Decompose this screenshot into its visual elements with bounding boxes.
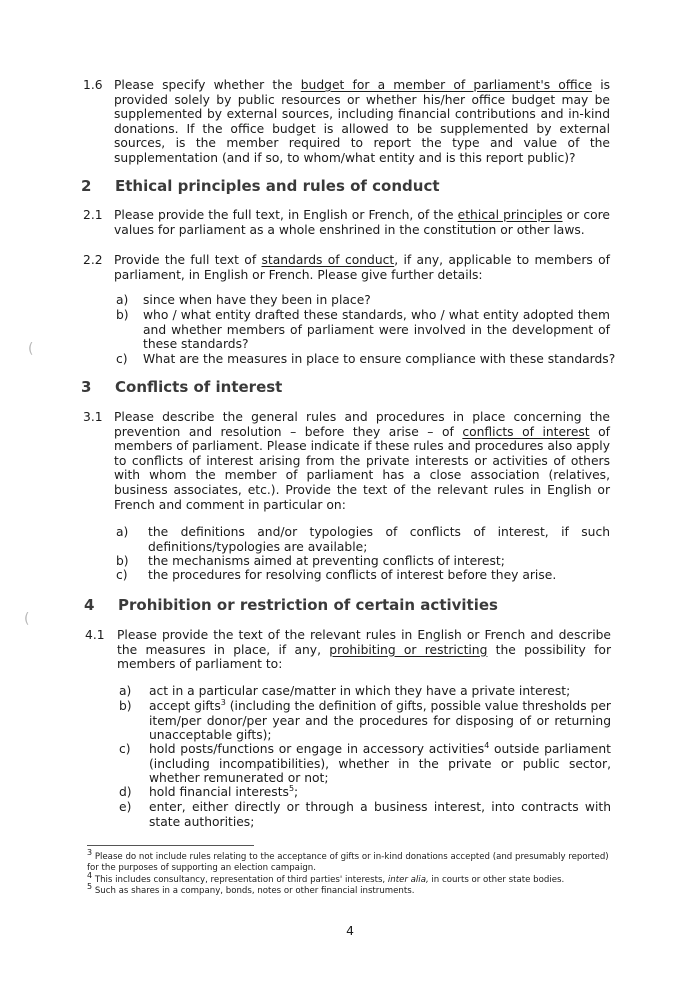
question-1-6-text: Please specify whether the budget for a member of parliament's office is provided solely by public resources or whether his/her office budget may be supplemented by external sources, including financial contributions and in-kind donations. If the office budget is allowed to be supplemented by external sources, is the member required to report the type and value of the supplementation (and if so, to whom/what entity and is this report public)? bbox=[114, 78, 611, 165]
question-number-2-2: 2.2 bbox=[83, 253, 103, 267]
question-2-1-text: Please provide the full text, in English or French, of the ethical principles or core values for parliament as a whole enshrined in the constitution or other laws. bbox=[114, 208, 610, 237]
question-number-4-1: 4.1 bbox=[85, 628, 105, 642]
question-3-1-text: Please describe the general rules and procedures in place concerning the prevention and resolution – before they arise – of conflicts of interest of members of parliament. Please indicate if these rules and procedures also apply to conflicts of interest arising from the private interests or activities of others with whom the member of parliament has a close association (relatives, business associates, etc.). Provide the text of the relevant rules in English or French and comment in particular on: bbox=[114, 410, 611, 512]
footnote-5: $^5$ Such as shares in a company, bonds, notes or other financial instruments. bbox=[87, 882, 415, 896]
budget-link: budget for a member of parliament's office bbox=[300, 78, 593, 92]
question-number-3-1: 3.1 bbox=[83, 410, 103, 424]
footnote-3: $^3$ Please do not include rules relating to the acceptance of gifts or in-kind donations accepted (and presumably reported) for the purposes of supporting an election campaign. bbox=[87, 848, 609, 873]
scan-mark: ( bbox=[24, 611, 30, 627]
page-number: 4 bbox=[346, 924, 354, 938]
question-4-1-text: Please provide the text of the relevant rules in English or French and describe the measures in place, if any, prohibiting or restricting the possibility for members of parliament to: bbox=[117, 628, 611, 672]
footnote-ref-5: 5 bbox=[288, 783, 295, 793]
question-number-1-6: 1.6 bbox=[83, 78, 103, 92]
footnote-ref-4: 4 bbox=[484, 740, 490, 750]
question-2-2-text: Provide the full text of standards of conduct, if any, applicable to members of parliament, in English or French. Please give further details: bbox=[114, 253, 610, 282]
document-page: 1.6 Please specify whether the budget for a member of parliament's office is provided solely by public resources or whether his/her office budget may be supplemented by external sources, including financial contributions and in-kind donations. If the office budget is allowed to be supplemented by external sources, is the member required to report the type and value of the supplementation (and if so, to whom/what entity and is this report public)? 2 Ethical principles and rules of conduct 2.1 Please provide the full text, in English or French, of the ethical principles or core values for parliament as a whole enshrined in the constitution or other laws. 2.2 Provide the full text of standards of conduct, if any, applicable to members of parliament, in English or French. Please give further details: a) since when have they been in place? b) who / what entity drafted these standards, who / what entity adopted them and whether members of parliament were involved in the development of these standards? c) What are the measures in place to ensure compliance with these standards? 3 Conflicts of interest 3.1 Please describe the general rules and procedures in place concerning the prevention and resolution – before they arise – of conflicts of interest of members of parliament. Please indicate if these rules and procedures also apply to conflicts of interest arising from the private interests or activities of others with whom the member of parliament has a close association (relatives, business associates, etc.). Provide the text of the relevant rules in English or French and comment in particular on: a) the definitions and/or typologies of conflicts of interest, if such definitions/typologies are available; b) the mechanisms aimed at preventing conflicts of interest; c) the procedures for resolving conflicts of interest before they arise. 4 Prohibition or restriction of certain activities 4.1 Please provide the text of the relevant rules in English or French and describe the measures in place, if any, prohibiting or restricting the possibility for members of parliament to: a) act in a particular case/matter in which they have a private interest; b) accept gifts$^3$ (including the definition of gifts, possible value thresholds per item/per donor/per year and the procedures for disposing of or returning unacceptable gifts); c) hold posts/functions or engage in accessory activities$^4$ outside parliament (including incompatibilities), whether in the private or public sector, whether remunerated or not; d) hold financial interests$^5$; e) enter, either directly or through a business interest, into contracts with state authorities; $^3$ Please do not include rules relating to the acceptance of gifts or in-kind donations accepted (and presumably reported) for the purposes of supporting an election campaign. $^4$ This includes consultancy, representation of third parties' interests, inter alia, in courts or other state bodies. $^5$ Such as shares in a company, bonds, notes or other financial instruments. 4 ( ( bbox=[0, 0, 700, 989]
footnote-4: $^4$ This includes consultancy, representation of third parties' interests, inter alia, in courts or other state bodies. bbox=[87, 871, 565, 885]
question-number-2-1: 2.1 bbox=[83, 208, 103, 222]
scan-mark: ( bbox=[28, 341, 34, 357]
footnote-separator bbox=[87, 845, 254, 846]
footnote-ref-3: 3 bbox=[220, 697, 226, 707]
